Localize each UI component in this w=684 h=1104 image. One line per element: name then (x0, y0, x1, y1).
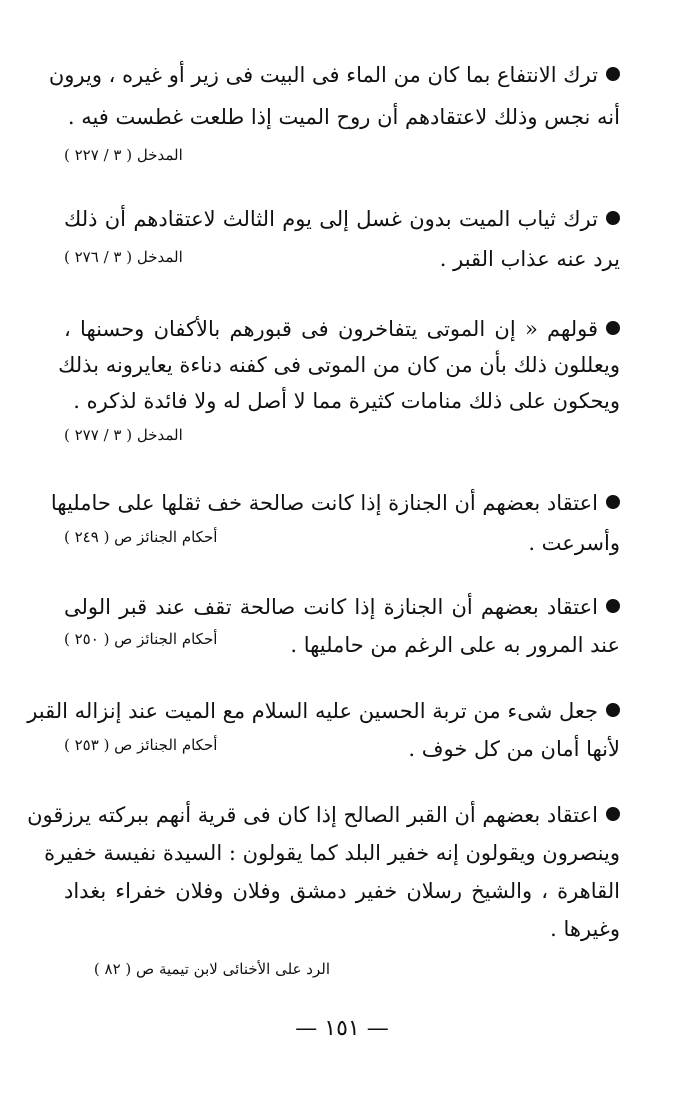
entry-line (27, 800, 620, 830)
source-citation: الرد على الأخنائى لابن تيمية ص ( ٨٢ ) (93, 960, 330, 978)
entry-line (58, 350, 620, 380)
bullet-icon (606, 703, 620, 717)
entry-line (64, 914, 620, 944)
source-citation: المدخل ( ٣ / ٢٧٦ ) (64, 248, 183, 266)
entry-text: اعتقاد بعضهم أن الجنازة إذا كانت صالحة تقف عند قبر الولى (64, 595, 598, 619)
entry-text: يرد عنه عذاب القبر . (439, 247, 620, 271)
source-citation: أحكام الجنائز ص ( ٢٥٣ ) (64, 736, 218, 754)
entry-text: ويعللون ذلك بأن من كان من الموتى فى كفنه دناءة يعايرونه بذلك (58, 353, 620, 377)
entry-line (27, 696, 620, 726)
entry-text: اعتقاد بعضهم أن القبر الصالح إذا كان فى قرية أنهم ببركته يرزقون (27, 803, 598, 827)
bullet-icon (606, 67, 620, 81)
bullet-icon (606, 495, 620, 509)
entry-text: ويحكون على ذلك منامات كثيرة مما لا أصل له ولا فائدة لذكره . (73, 389, 620, 413)
bullet-icon (606, 807, 620, 821)
entry-line (50, 488, 620, 518)
entry-line (64, 876, 620, 906)
entry-line (48, 60, 620, 90)
entry-text: وغيرها . (550, 917, 620, 941)
entry-text: ترك ثياب الميت بدون غسل إلى يوم الثالث لاعتقادهم أن ذلك (64, 207, 598, 231)
entry-line (44, 838, 620, 868)
source-citation: أحكام الجنائز ص ( ٢٥٠ ) (64, 630, 218, 648)
entry-line (64, 592, 620, 622)
entry-text: لأنها أمان من كل خوف . (408, 737, 620, 761)
entry-text: أنه نجس وذلك لاعتقادهم أن روح الميت إذا طلعت غطست فيه . (67, 105, 620, 129)
entry-text: قولهم « إن الموتى يتفاخرون فى قبورهم بالأكفان وحسنها ، (64, 317, 598, 341)
entry-line (64, 314, 620, 344)
bullet-icon (606, 599, 620, 613)
entry-text: اعتقاد بعضهم أن الجنازة إذا كانت صالحة خف ثقلها على حامليها (50, 491, 598, 515)
entry-line (64, 102, 620, 132)
entry-text: ترك الانتفاع بما كان من الماء فى البيت فى زير أو غيره ، ويرون (48, 63, 598, 87)
source-citation: المدخل ( ٣ / ٢٢٧ ) (64, 146, 183, 164)
entry-text: وينصرون ويقولون إنه خفير البلد كما يقولون : السيدة نفيسة خفيرة (44, 841, 620, 865)
page-number: — ١٥١ — (295, 1016, 389, 1041)
bullet-icon (606, 321, 620, 335)
bullet-icon (606, 211, 620, 225)
entry-text: القاهرة ، والشيخ رسلان خفير دمشق وفلان وفلان خفراء بغداد (64, 879, 620, 903)
entry-line (64, 386, 620, 416)
source-citation: المدخل ( ٣ / ٢٧٧ ) (64, 426, 183, 444)
source-citation: أحكام الجنائز ص ( ٢٤٩ ) (64, 528, 218, 546)
entry-line (64, 204, 620, 234)
entry-text: وأسرعت . (528, 531, 620, 555)
entry-text: عند المرور به على الرغم من حامليها . (290, 633, 620, 657)
entry-text: جعل شىء من تربة الحسين عليه السلام مع الميت عند إنزاله القبر (27, 699, 598, 723)
